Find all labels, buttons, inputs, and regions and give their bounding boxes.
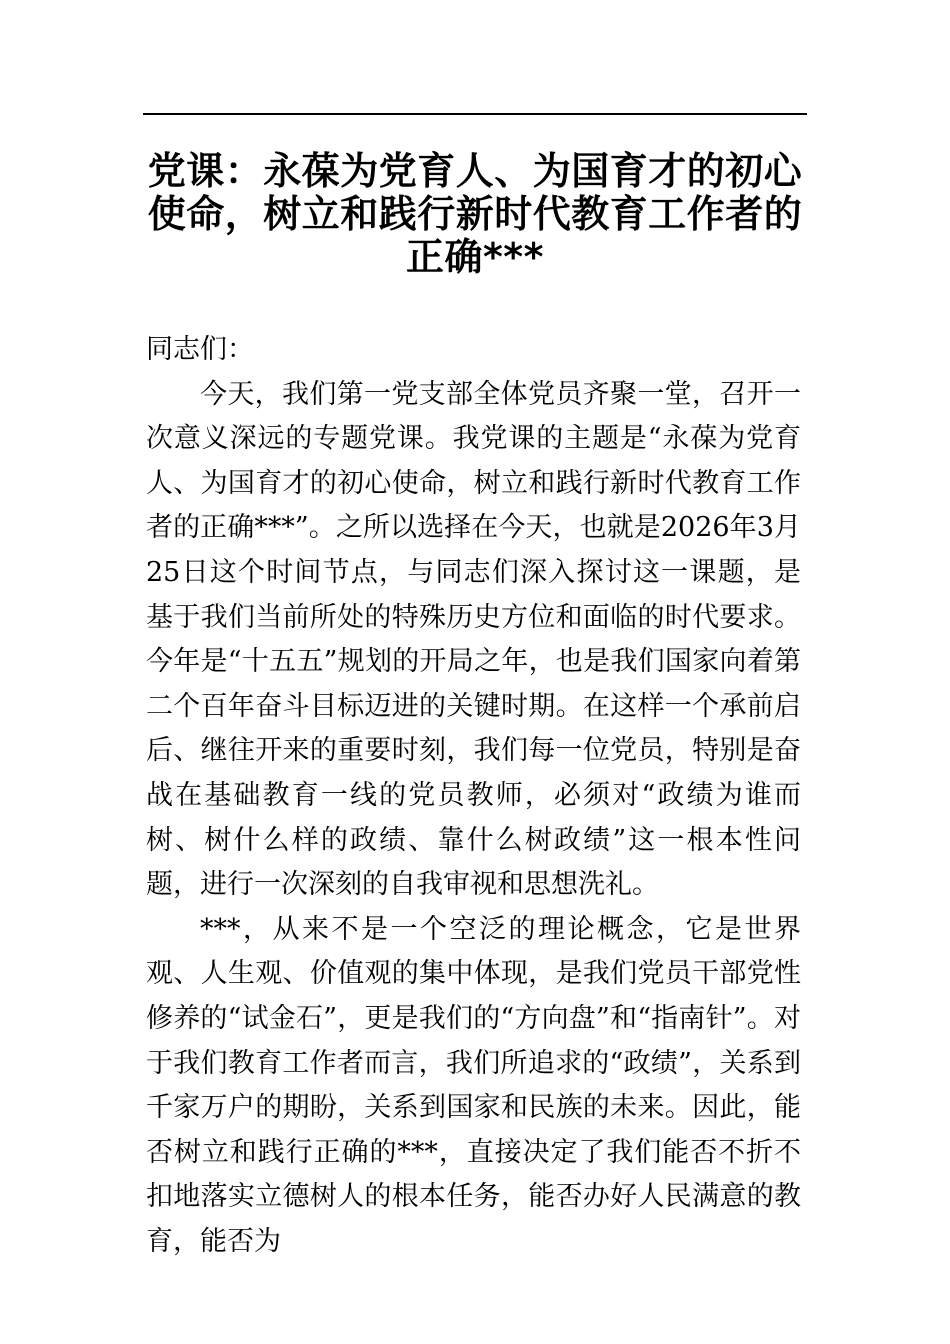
header-rule xyxy=(143,113,807,115)
paragraph-1: 今天，我们第一党支部全体党员齐聚一堂，召开一次意义深远的专题党课。我党课的主题是“永葆为党育人、为国育才的初心使命，树立和践行新时代教育工作者的正确***”。之所以选择在今天，也就是2026年3月25日这个时间节点，与同志们深入探讨这一课题，是基于我们当前所处的特殊历史方位和面临的时代要求。今年是“十五五”规划的开局之年，也是我们国家向着第二个百年奋斗目标迈进的关键时期。在这样一个承前启后、继往开来的重要时刻，我们每一位党员，特别是奋战在基础教育一线的党员教师，必须对“政绩为谁而树、树什么样的政绩、靠什么树政绩”这一根本性问题，进行一次深刻的自我审视和思想洗礼。 xyxy=(146,378,801,901)
document-title: 党课：永葆为党育人、为国育才的初心使命，树立和践行新时代教育工作者的正确*** xyxy=(147,149,803,279)
document-body xyxy=(146,328,801,1264)
salutation: 同志们： xyxy=(146,334,254,365)
paragraph-2: ***，从来不是一个空泛的理论概念，它是世界观、人生观、价值观的集中体现，是我们党员干部党性修养的“试金石”，更是我们的“方向盘”和“指南针”。对于我们教育工作者而言，我们所追求的“政绩”，关系到千家万户的期盼，关系到国家和民族的未来。因此，能否树立和践行正确的***，直接决定了我们能否不折不扣地落实立德树人的根本任务，能否办好人民满意的教育，能否为 xyxy=(146,913,801,1257)
